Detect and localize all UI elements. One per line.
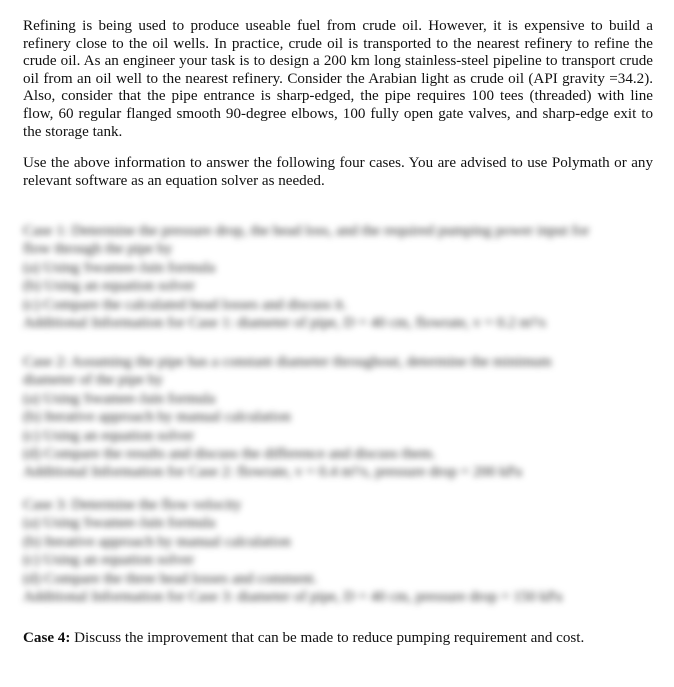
problem-statement [23,18,653,190]
case-2-blurred [23,353,653,482]
case-3-line: (c) Using an equation solver [23,552,195,569]
intro-paragraph: Refining is being used to produce useable fuel from crude oil. However, it is expensive to build a refinery close to the oil wells. In practice, crude oil is transported to the nearest refinery to refine the crude oil. As an engineer your task is to design a 200 km long stainless-steel pipeline to transport crude oil from an oil well to the nearest refinery. Consider the Arabian light as crude oil (API gravity =34.2). Also, consider that the pipe entrance is sharp-edged, the pipe requires 100 tees (threaded) with line flow, 60 regular flanged smooth 90-degree elbows, 100 fully open gate valves, and sharp-edge exit to the storage tank. [23,18,653,140]
case-3-line: (b) Iterative approach by manual calculation [23,533,291,550]
case-2-line: diameter of the pipe by [23,372,163,389]
case-2-line: Case 2: Assuming the pipe has a constant diameter throughout, determine the minimum [23,354,552,370]
case-3-line: (a) Using Swamee-Jain formula [23,515,216,532]
case-2-line: Additional Information for Case 2: flowrate, v = 0.4 m³/s, pressure drop = 200 kPa [23,464,523,481]
case-1-line: (c) Compare the calculated head losses and discuss it. [23,296,347,313]
case-1-blurred [23,222,653,332]
case-2-line: (d) Compare the results and discuss the difference and discuss them. [23,446,436,463]
case-3-blurred [23,496,653,606]
case-1-line: Additional Information for Case 1: diameter of pipe, D = 40 cm, flowrate, v = 0.2 m³/s [23,315,546,332]
case-3-line: (d) Compare the three head losses and comment. [23,570,318,587]
case-3-line: Additional Information for Case 3: diameter of pipe, D = 40 cm, pressure drop = 150 kPa [23,589,563,606]
case-1-line: flow through the pipe by [23,241,173,258]
case-1-line: Case 1: Determine the pressure drop, the head loss, and the required pumping power input for [23,223,590,239]
case-4 [23,629,653,647]
case-2-line: (c) Using an equation solver [23,427,195,444]
case-3-line: Case 3: Determine the flow velocity [23,497,242,513]
case-1-line: (b) Using an equation solver [23,278,195,295]
instructions-paragraph: Use the above information to answer the following four cases. You are advised to use Polymath or any relevant software as an equation solver as needed. [23,155,653,189]
case-4-text: Discuss the improvement that can be made to reduce pumping requirement and cost. [70,630,585,646]
case-2-line: (a) Using Swamee-Jain formula [23,390,216,407]
case-1-line: (a) Using Swamee-Jain formula [23,259,216,276]
case-4-label: Case 4: [23,630,71,646]
case-2-line: (b) Iterative approach by manual calculation [23,409,291,426]
